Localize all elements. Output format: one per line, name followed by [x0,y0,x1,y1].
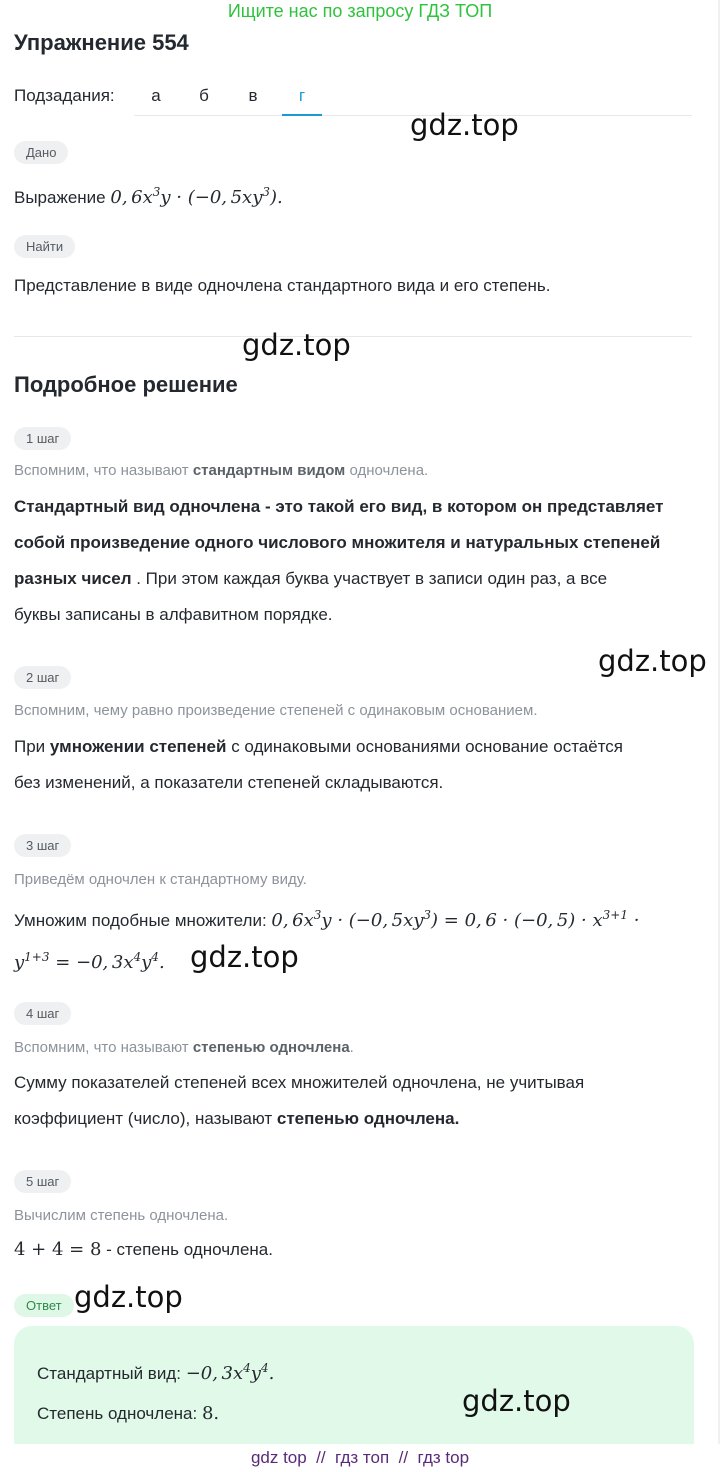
step-3-chip: 3 шаг [14,834,71,857]
page-title: Упражнение 554 [14,30,189,55]
step-4-body [14,1065,584,1137]
answer-text: Степень одночлена: [37,1404,198,1423]
answer-standard-form: −0, $3x^4y^4$. [185,1361,275,1384]
step-5-hint: Вычислим степень одночлена. [14,1207,229,1224]
tab-v[interactable]: в [248,86,258,105]
tab-g[interactable]: г [282,76,322,116]
watermark: gdz.top [74,1280,183,1314]
multiplication-expression: 0, $6x^3y \cdot (-0$, $5xy^3) = 0$, 6 · (−0, $5) \cdot x^{3+1}$ · [271,908,640,931]
body-text: При [14,737,46,756]
hint-text: одночлена. [349,462,429,479]
solution-title: Подробное решение [14,372,238,397]
given-chip: Дано [14,141,68,164]
body-text: Умножим подобные множители: [14,911,267,930]
watermark: gdz.top [462,1384,571,1418]
given-prefix: Выражение [14,188,106,207]
multiplication-result: $y^{1+3} = -0$, $3x^4y^4$. [14,950,165,973]
answer-line-2 [37,1396,219,1432]
divider [14,336,692,337]
body-bold: степенью одночлена. [276,1109,460,1128]
answer-label [14,1294,74,1317]
watermark: gdz.top [242,328,351,362]
step-1 [14,427,71,450]
step-2-hint: Вспомним, чему равно произведение степеней с одинаковым основанием. [14,702,538,719]
answer-chip: Ответ [14,1294,74,1317]
definition-line-4: буквы записаны в алфавитном порядке. [14,605,333,624]
body-text: коэффициент (число), называют [14,1109,273,1128]
body-text: Сумму показателей степеней всех множителей одночлена, не учитывая [14,1073,585,1092]
body-text: без изменений, а показатели степеней складываются. [14,773,444,792]
given-expression: 0, $6x^3y \cdot (-0$, $5xy^3$). [110,185,283,208]
step-5-body [14,1232,273,1268]
step-2 [14,666,71,689]
step-3-hint: Приведём одночлен к стандартному виду. [14,871,307,888]
tab-b[interactable]: б [199,86,209,105]
answer-degree: 8. [201,1403,220,1424]
body-bold: умножении степеней [49,737,227,756]
answer-text: Стандартный вид: [37,1364,181,1383]
footer-links[interactable]: gdz top // гдз топ // гдз top [0,1444,720,1472]
body-text: - степень одночлена. [106,1240,273,1259]
step-2-body [14,729,623,801]
body-text: с одинаковыми основаниями основание остаётся [231,737,623,756]
watermark: gdz.top [190,940,299,974]
hint-text: Вспомним, что называют [14,462,189,479]
step-4-hint [14,1039,354,1056]
watermark: gdz.top [410,108,519,142]
promo-banner[interactable]: Ищите нас по запросу ГДЗ ТОП [227,1,493,21]
answer-line-1 [37,1350,274,1392]
degree-expression: 4 + 4 = 8 [14,1239,102,1260]
definition-line-1: Стандартный вид одночлена - это такой его вид, в котором он представляет [14,497,664,516]
hint-text: . [349,1039,354,1056]
watermark: gdz.top [598,644,707,678]
definition-line-2: собой произведение одного числового множителя и натуральных степеней [14,533,661,552]
step-4 [14,1002,71,1025]
given-text [14,174,283,216]
given-section [14,141,68,164]
hint-bold: степенью одночлена [192,1039,350,1056]
find-section [14,235,75,258]
step-2-chip: 2 шаг [14,666,71,689]
step-3 [14,834,71,857]
hint-bold: стандартным видом [192,462,346,479]
step-1-body [14,489,704,633]
tab-a[interactable]: а [151,86,161,105]
step-3-body [14,897,704,981]
step-1-chip: 1 шаг [14,427,71,450]
find-text: Представление в виде одночлена стандартного вида и его степень. [14,276,551,295]
subtasks-label: Подзадания: [14,86,115,105]
step-5-chip: 5 шаг [14,1170,71,1193]
hint-text: Вспомним, что называют [14,1039,189,1056]
step-5 [14,1170,71,1193]
definition-line-3: разных чисел [14,569,132,588]
find-chip: Найти [14,235,75,258]
step-1-hint [14,462,428,479]
definition-rest: . При этом каждая буква участвует в записи один раз, а все [136,569,608,588]
step-4-chip: 4 шаг [14,1002,71,1025]
